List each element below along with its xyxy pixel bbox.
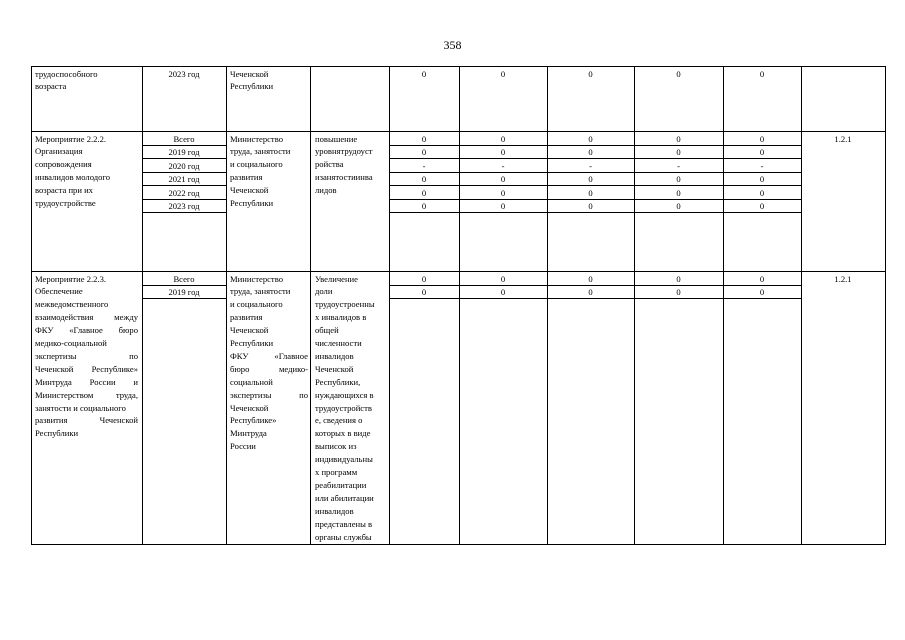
activity-name-line: Министерством труда,: [35, 389, 138, 400]
executor-line: Чеченской: [230, 402, 269, 413]
result-line: выписок из: [315, 441, 357, 452]
result-line: Республики,: [315, 376, 361, 387]
executor-line: России: [230, 441, 256, 452]
value-cell: 0: [500, 287, 506, 297]
result-line: представлены в: [315, 518, 373, 529]
executor-line: развития: [230, 312, 263, 323]
result-line: реабилитации: [315, 479, 367, 490]
value-cell: 0: [759, 273, 765, 284]
result-line: нуждающихся в: [315, 389, 374, 400]
executor-line: труда, занятости: [230, 146, 291, 157]
value-cell: 0: [421, 287, 427, 297]
activity-name-line: межведомственного: [35, 299, 109, 310]
value-cell: 0: [500, 201, 506, 211]
year-cell: 2023 год: [168, 201, 200, 211]
column-line: [226, 66, 227, 545]
executor-line: Республике»: [230, 415, 277, 426]
result-line: Чеченской: [315, 363, 354, 374]
year-cell: 2019 год: [168, 147, 200, 157]
result-line: или абилитации: [315, 492, 374, 503]
value-cell: 0: [676, 187, 681, 198]
result-line: ройства: [315, 159, 344, 170]
year-cell: 2022 год: [168, 187, 200, 198]
activity-name-line: сопровождения: [35, 159, 92, 170]
value-cell: 0: [676, 68, 681, 79]
value-cell: 0: [500, 187, 506, 198]
result-line: доли: [315, 286, 333, 297]
value-cell: -: [589, 160, 592, 171]
activity-name-line: Организация: [35, 146, 83, 157]
activity-name-line: Республики: [35, 428, 79, 439]
activity-name-line: ФКУ «Главное бюро: [35, 325, 138, 336]
value-cell: 0: [588, 133, 593, 144]
result-line: уровнятрудоуст: [315, 146, 373, 157]
activity-name-line: развития Чеченской: [35, 415, 138, 426]
executor-line: Министерство: [230, 273, 283, 284]
value-cell: -: [760, 160, 764, 171]
activity-name-line: возраста при их: [35, 185, 93, 196]
result-line: органы службы: [315, 531, 372, 542]
value-cell: 0: [500, 68, 506, 79]
value-cell: 0: [759, 187, 765, 198]
value-cell: 0: [588, 68, 593, 79]
activity-name-line: взаимодействия между: [35, 312, 138, 323]
column-line: [31, 66, 32, 545]
activity-name-line: занятости и социального: [35, 402, 126, 413]
executor-line: Республики: [230, 81, 274, 92]
budget-table: [31, 66, 886, 545]
activity-name-line: экспертизы по: [35, 350, 138, 361]
result-line: трудоустроенны: [315, 299, 375, 310]
value-cell: 0: [421, 273, 427, 284]
executor-line: Чеченской: [230, 68, 269, 79]
year-cell: Всего: [173, 133, 195, 144]
value-cell: 0: [500, 133, 506, 144]
result-line: Увеличение: [315, 273, 358, 284]
value-cell: 0: [421, 147, 427, 157]
result-line: инвалидов: [315, 505, 354, 516]
result-line: х программ: [315, 467, 358, 477]
result-line: индивидуальны: [315, 454, 373, 465]
activity-name-line: Мероприятие 2.2.2.: [35, 133, 107, 144]
value-cell: 0: [676, 273, 681, 284]
table-bottom-line: [31, 544, 886, 545]
result-line: лидов: [315, 185, 337, 196]
indicator-code: 1.2.1: [834, 273, 852, 284]
value-cell: 0: [676, 133, 681, 144]
executor-line: социальной: [230, 376, 273, 387]
executor-line: труда, занятости: [230, 286, 291, 297]
executor-line: Минтруда: [230, 428, 267, 439]
value-cell: 0: [588, 147, 593, 157]
result-line: изанятостиинва: [315, 172, 373, 183]
value-cell: 0: [588, 187, 593, 198]
result-line: инвалидов: [315, 350, 354, 361]
value-cell: 0: [676, 147, 681, 157]
activity-name-line: трудоустройстве: [35, 198, 96, 208]
activity-name-line: трудоспособного: [35, 68, 98, 79]
result-line: е, сведения о: [315, 415, 363, 426]
value-cell: 0: [500, 174, 506, 184]
year-cell: 2021 год: [168, 174, 200, 184]
executor-line: бюро медико-: [230, 363, 308, 374]
value-cell: 0: [759, 147, 765, 157]
executor-line: Чеченской: [230, 185, 269, 196]
executor-line: Чеченской: [230, 325, 269, 336]
value-cell: 0: [759, 174, 765, 184]
value-cell: 0: [588, 273, 593, 284]
activity-name-line: Минтруда России и: [35, 376, 138, 387]
value-cell: 0: [759, 133, 765, 144]
year-cell: 2019 год: [168, 287, 200, 297]
value-cell: -: [422, 160, 426, 171]
page-number: 358: [443, 38, 462, 52]
activity-name-line: Чеченской Республике»: [35, 363, 138, 374]
value-cell: 0: [588, 174, 593, 184]
executor-line: и социального: [230, 159, 283, 170]
activity-name-line: инвалидов молодого: [35, 172, 111, 183]
value-cell: 0: [500, 273, 506, 284]
column-line: [310, 66, 311, 545]
executor-line: Республики: [230, 338, 274, 348]
value-cell: 0: [759, 68, 765, 79]
value-cell: 0: [421, 133, 427, 144]
result-line: повышение: [315, 133, 358, 144]
executor-line: экспертизы по: [230, 389, 308, 400]
result-line: численности: [315, 338, 362, 348]
activity-name-line: медико-социальной: [35, 338, 107, 348]
executor-line: и социального: [230, 299, 283, 310]
executor-line: Республики: [230, 198, 274, 208]
value-cell: -: [677, 160, 680, 171]
value-cell: 0: [676, 174, 681, 184]
indicator-code: 1.2.1: [834, 133, 852, 144]
activity-name-line: Мероприятие 2.2.3.: [35, 273, 107, 284]
year-cell: 2020 год: [168, 160, 200, 171]
year-cell: Всего: [173, 273, 195, 284]
value-cell: 0: [588, 201, 593, 211]
activity-name-line: Обеспечение: [35, 286, 83, 297]
value-cell: 0: [676, 201, 681, 211]
value-cell: 0: [500, 147, 506, 157]
year-cell: 2023 год: [168, 68, 200, 79]
column-line: [885, 66, 886, 545]
result-line: которых в виде: [315, 428, 371, 439]
result-line: х инвалидов в: [315, 312, 367, 323]
executor-line: ФКУ «Главное: [230, 350, 308, 361]
value-cell: -: [501, 160, 505, 171]
value-cell: 0: [588, 287, 593, 297]
value-cell: 0: [759, 201, 765, 211]
value-cell: 0: [421, 174, 427, 184]
result-line: общей: [315, 325, 339, 336]
value-cell: 0: [676, 287, 681, 297]
value-cell: 0: [421, 187, 427, 198]
value-cell: 0: [759, 287, 765, 297]
executor-line: Министерство: [230, 133, 283, 144]
value-cell: 0: [421, 68, 427, 79]
activity-name-line: возраста: [35, 81, 67, 92]
value-cell: 0: [421, 201, 427, 211]
result-line: трудоустройств: [315, 402, 372, 413]
executor-line: развития: [230, 172, 263, 183]
